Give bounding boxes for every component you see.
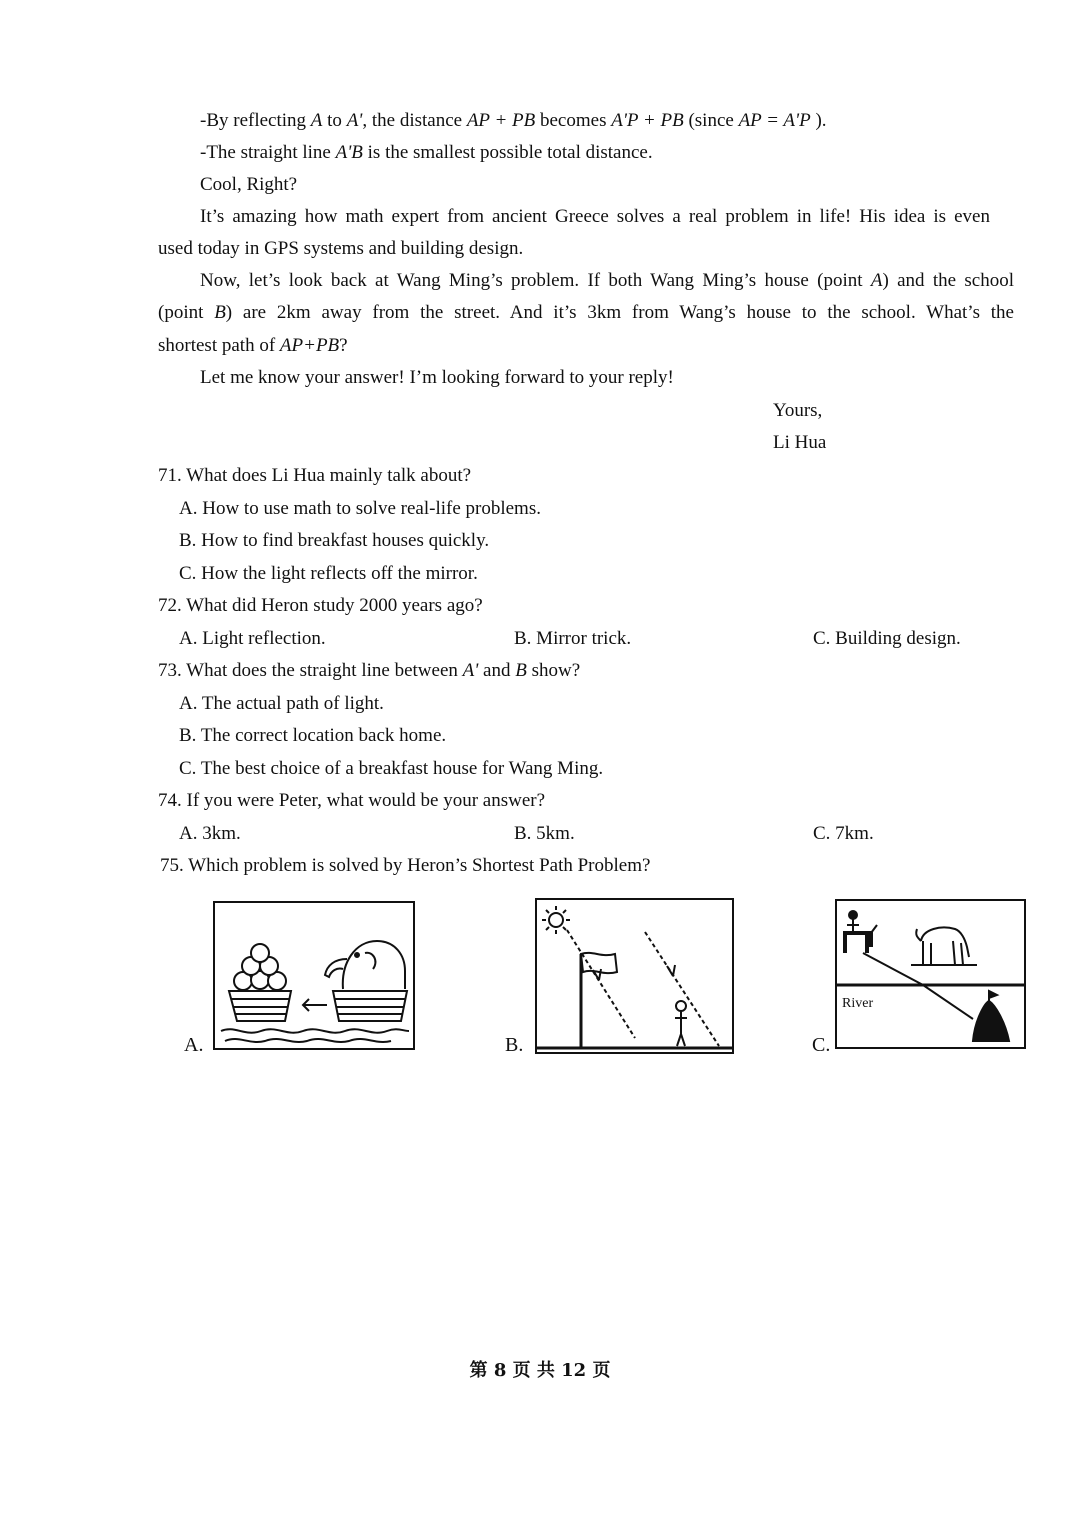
q71-option-b[interactable]: B. How to find breakfast houses quickly. — [179, 530, 490, 551]
page-footer: 第 8 页 共 12 页 — [469, 1360, 611, 1381]
now-line-3: shortest path of AP+PB? — [158, 335, 348, 356]
q73-option-a[interactable]: A. The actual path of light. — [179, 693, 384, 714]
amazing-line-2: used today in GPS systems and building design. — [158, 238, 524, 259]
now-line-1: Now, let’s look back at Wang Ming’s problem. If both Wang Ming’s house (point A) and the school — [200, 270, 1015, 291]
river-label: River — [842, 996, 874, 1011]
reply-text: Let me know your answer! I’m looking forward to your reply! — [200, 367, 674, 388]
q72-option-c[interactable]: C. Building design. — [813, 628, 961, 649]
q75-option-c-picture[interactable] — [835, 899, 1026, 1049]
amazing-line-1: It’s amazing how math expert from ancient Greece solves a real problem in life! His idea is even — [200, 206, 990, 227]
q74-stem: 74. If you were Peter, what would be your answer? — [158, 790, 546, 811]
q71-stem: 71. What does Li Hua mainly talk about? — [158, 465, 472, 486]
q75-option-c-label[interactable]: C. — [812, 1034, 831, 1056]
straight-line-text: -The straight line A'B is the smallest possible total distance. — [200, 142, 653, 163]
q71-option-a[interactable]: A. How to use math to solve real-life problems. — [179, 498, 541, 519]
q74-option-b[interactable]: B. 5km. — [514, 823, 575, 844]
signature: Li Hua — [773, 432, 827, 453]
q75-option-a-label[interactable]: A. — [184, 1034, 204, 1056]
q73-option-b[interactable]: B. The correct location back home. — [179, 725, 447, 746]
q75-stem: 75. Which problem is solved by Heron’s Shortest Path Problem? — [160, 855, 651, 876]
reflect-line: -By reflecting A to A', the distance AP + PB becomes A'P + PB (since AP = A'P ). — [200, 110, 827, 131]
q74-option-c[interactable]: C. 7km. — [813, 823, 874, 844]
closing: Yours, — [773, 400, 823, 421]
q72-option-a[interactable]: A. Light reflection. — [179, 628, 326, 649]
q71-option-c[interactable]: C. How the light reflects off the mirror. — [179, 563, 478, 584]
cool-text: Cool, Right? — [200, 174, 298, 195]
q75-option-b-picture[interactable] — [535, 898, 734, 1054]
q73-stem: 73. What does the straight line between A' and B show? — [158, 660, 581, 681]
q72-option-b[interactable]: B. Mirror trick. — [514, 628, 632, 649]
q72-stem: 72. What did Heron study 2000 years ago? — [158, 595, 483, 616]
now-line-2: (point B) are 2km away from the street. And it’s 3km from Wang’s house to the school. What’s the — [158, 302, 1014, 323]
q73-option-c[interactable]: C. The best choice of a breakfast house for Wang Ming. — [179, 758, 604, 779]
q75-option-b-label[interactable]: B. — [505, 1034, 524, 1056]
q74-option-a[interactable]: A. 3km. — [179, 823, 241, 844]
q75-option-a-picture[interactable] — [213, 901, 415, 1050]
